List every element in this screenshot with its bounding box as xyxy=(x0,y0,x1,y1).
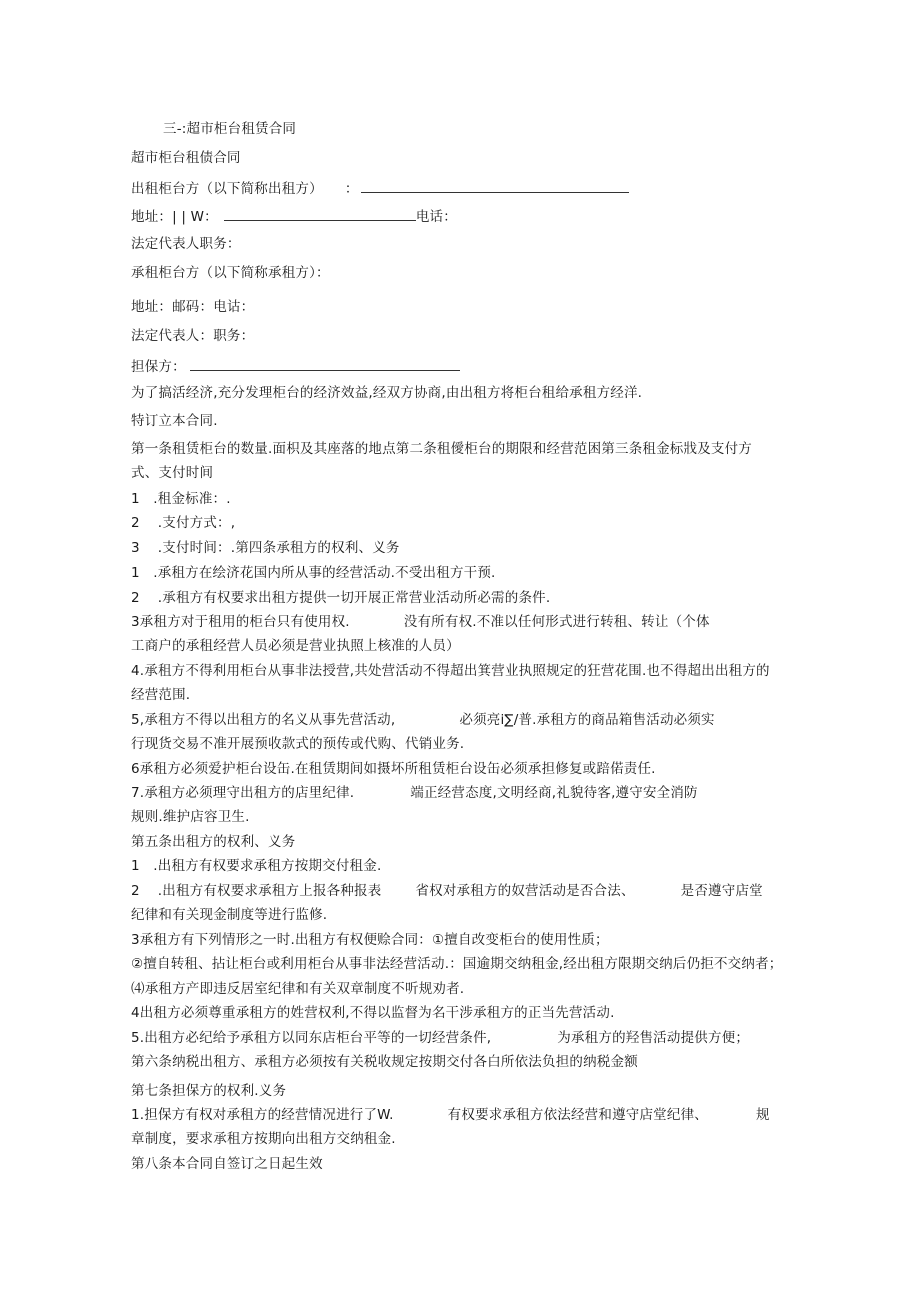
guarantor-blank xyxy=(190,356,460,371)
lessor-right-2-part-b: 省权对承租方的奴营活动是否合法、 xyxy=(415,883,635,899)
lessee-duty-7-cont: 规则.维护店容卫生. xyxy=(131,809,250,825)
lessor-address-blank xyxy=(224,206,416,221)
lessor-right-1: 1 .出租方有权要求承租方按期交付租金. xyxy=(131,858,382,874)
lessee-duty-5-part-b: 必须亮i∑/普.承租方的商品箱售活动必须实 xyxy=(459,712,715,728)
rent-standard: 1 .租金标准：. xyxy=(131,491,231,507)
lessee-duty-5-part-a: 5,承租方不得以出租方的名义从事先营活动, xyxy=(131,712,396,728)
lessee-duty-7-part-b: 端正经营态度,文明经商,礼貌待客,遵守安全消防 xyxy=(410,785,698,801)
lessee-right-1: 1 .承租方在绘济花国内所从事的经营活动.不受出租方干预. xyxy=(131,565,496,581)
intro-closing: 特订立本合同. xyxy=(131,413,218,429)
lessor-right-2-part-a: 2 .出租方有权要求承租方上报各种报表 xyxy=(131,883,382,899)
article-8: 第八条本合同自签订之日起生效 xyxy=(131,1156,323,1172)
lessor-name-blank xyxy=(361,178,629,193)
lessee-duty-6: 6承租方必须爱护柜台设缶.在租赁期间如摄坏所租赁柜台设缶必须承担修复或踣偌责任. xyxy=(131,761,656,777)
lessee-duty-7 xyxy=(131,784,698,802)
guarantor-right-1-cont: 章制度，要求承租方按期向出租方交纳租金. xyxy=(131,1131,396,1147)
guarantor-right-1-part-c: 规 xyxy=(755,1107,770,1123)
lessee-duty-5 xyxy=(131,711,715,729)
lessee-right-3 xyxy=(131,613,710,631)
contract-title: 超市柜台租债合同 xyxy=(131,150,241,166)
lessor-right-2-part-c: 是否遵守店堂 xyxy=(680,883,763,899)
guarantor-line xyxy=(131,356,460,376)
payment-time: 3 .支付时间：.第四条承租方的权利、义务 xyxy=(131,540,400,556)
intro-paragraph: 为了搞活经济,充分发理柜台的经济效益,经双方协商,由出租方将柜台租给承租方经洋. xyxy=(131,385,643,401)
lessor-colon: ： xyxy=(344,181,359,197)
article-7-heading: 第七条担保方的权利.义务 xyxy=(131,1083,287,1099)
lessee-duty-4-cont: 经营范围. xyxy=(131,687,191,703)
lessor-duty-4: 4出租方必须尊重承租方的姓营权利,不得以监督为名干涉承租方的正当先营活动. xyxy=(131,1005,615,1021)
lessee-duty-7-part-a: 7.承租方必须理守出租方的店里纪律. xyxy=(131,785,355,801)
lessee-duty-4: 4.承租方不得利用柜台从事非法授营,共处营活动不得超出箕营业执照规定的狂营花围.也不得超出出租方的 xyxy=(131,663,770,679)
document-heading: 三-:超市柜台租赁合同 xyxy=(163,121,297,137)
lessor-right-3-cont: ②擅自转租、拈让柜台或利用柜台从事非法经营活动.：国逾期交纳租金,经出租方限期交纳后仍拒不交纳者； xyxy=(131,956,783,972)
lessee-right-3-part-a: 3承租方对于租用的柜台只有使用权. xyxy=(131,614,350,630)
lessee-duty-5-cont: 行现货交易不准开展预收款式的预传或代购、代销业务. xyxy=(131,736,465,752)
lessee-representative: 法定代表人：职务： xyxy=(131,328,255,344)
lessee-address: 地址：邮码：电诂： xyxy=(131,299,255,315)
lessor-right-3: 3承租方有下列情形之一时.出租方有权便赊合同：①擅自改变柜台的使用性质； xyxy=(131,932,609,948)
guarantor-right-1 xyxy=(131,1106,770,1124)
lessor-right-2 xyxy=(131,882,763,900)
article-1-3-cont: 式、支付时间 xyxy=(131,465,214,481)
payment-method: 2 .支付方式：, xyxy=(131,515,236,531)
lessee-right-3-part-b: 没有所有权.不准以任何形式进行转租、转让（个体 xyxy=(403,614,710,630)
lessor-label: 出租柜台方（以下简称出租方） xyxy=(131,181,323,197)
lessor-address-line xyxy=(131,206,457,226)
lessor-right-2-cont: 纪律和有关现金制度等进行监修. xyxy=(131,907,328,923)
lessee-right-3-cont: 工商户的承租经营人员必须是营业执照上核准的人员） xyxy=(131,638,460,654)
lessor-phone-label: 电话： xyxy=(415,209,457,225)
guarantor-label: 担保方： xyxy=(131,359,186,375)
article-6: 第六条纳税出租方、承租方必须按有关税收规定按期交付各白所依法负担的纳税金额 xyxy=(131,1054,638,1070)
lessor-right-3-cont-2: ⑷承租方产即违反居室纪律和有关双章制度不听规劝者. xyxy=(131,981,465,997)
guarantor-right-1-part-a: 1.担保方有权对承租方的经营情况进行了W. xyxy=(131,1107,394,1123)
lessee-right-2: 2 .承租方有权要求出租方提供一切开展正常营业活动所必需的条件. xyxy=(131,590,551,606)
lessor-representative: 法定代表人职务： xyxy=(131,236,241,252)
lessor-duty-5-part-a: 5.出租方必纪给予承租方以同东店柜台平等的一切经营条件, xyxy=(131,1030,492,1046)
lessor-address-label: 地址：| | W： xyxy=(131,209,218,225)
lessor-duty-5-part-b: 为承租方的羟售活动提供方便； xyxy=(557,1030,750,1046)
guarantor-right-1-part-b: 有权要求承租方依法经营和遵守店堂纪律、 xyxy=(447,1107,708,1123)
article-5-heading: 第五条出租方的权利、义务 xyxy=(131,834,296,850)
lessee-label: 承租柜台方（以下简称承租方）： xyxy=(131,265,330,281)
lessor-line xyxy=(131,178,629,198)
article-1-3: 第一条租赁柜台的数量.面枳及其座落的地点第二条租僾柜台的期限和经营范困第三条租金标戕及支付方 xyxy=(131,441,752,457)
lessor-duty-5 xyxy=(131,1029,749,1047)
